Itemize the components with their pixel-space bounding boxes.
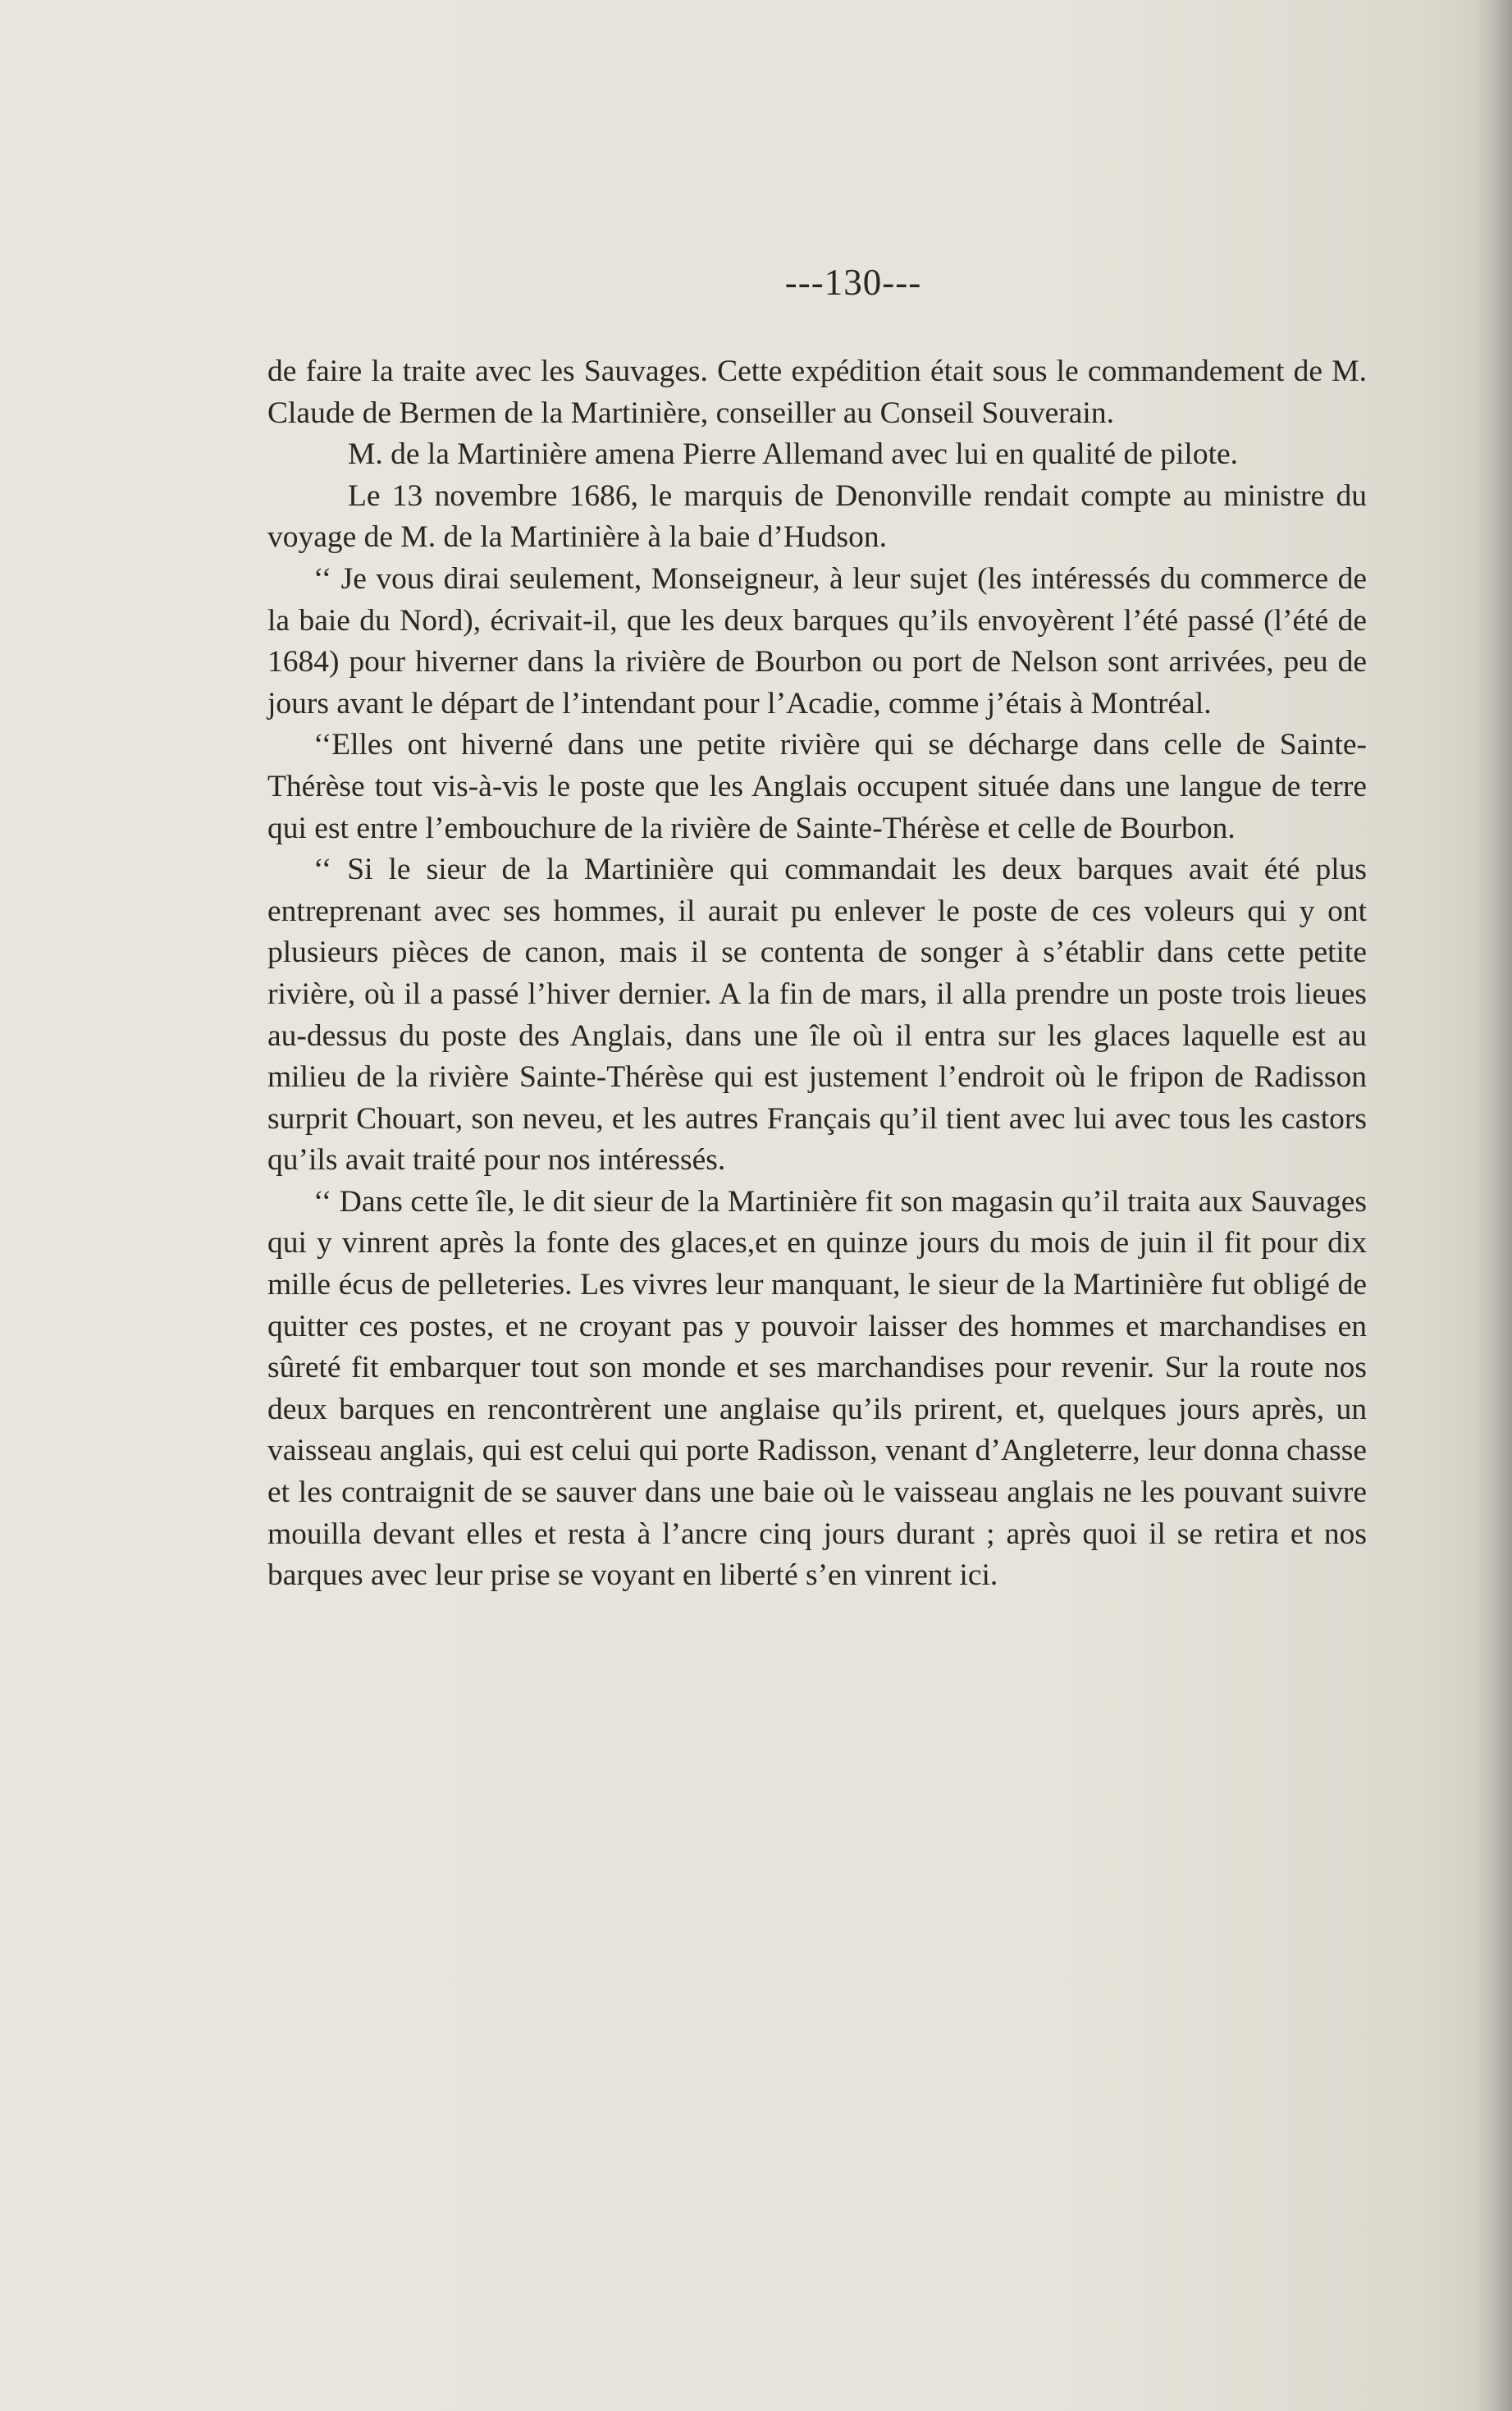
spine-shadow — [1474, 0, 1512, 2411]
paragraph-quote: ‘‘ Si le sieur de la Martinière qui commandait les deux barques avait été plus entreprenant avec ses hommes, il aurait pu enlever le poste de ces voleurs qui y ont plusieurs pièces de canon, mais il se contenta de songer à s’établir dans cette petite rivière, où il a passé l’hiver dernier. A la fin de mars, il alla prendre un poste trois lieues au-dessus du poste des Anglais, dans une île où il entra sur les glaces laquelle est au milieu de la rivière Sainte-Thérèse qui est justement l’endroit où le fripon de Radisson surprit Chouart, son neveu, et les autres Français qu’il tient avec lui avec tous les castors qu’ils avait traité pour nos intéressés. — [267, 853, 1367, 1178]
paragraph: de faire la traite avec les Sauvages. Cette expédition était sous le commandement de M. Claude de Bermen de la Martinière, conseiller au Conseil Souverain. — [267, 355, 1367, 430]
paragraph: Le 13 novembre 1686, le marquis de Denonville rendait compte au ministre du voyage de M. de la Martinière à la baie d’Hudson. — [267, 478, 1367, 555]
page-number: ---130--- — [784, 262, 922, 303]
paragraph-quote: ‘‘ Dans cette île, le dit sieur de la Martinière fit son magasin qu’il traita aux Sauvages qui y vinrent après la fonte des glaces,et en quinze jours du mois de juin il fit pour dix mille écus de pelleteries. Les vivres leur manquant, le sieur de la Martinière fut obligé de quitter ces postes, et ne croyant pas y pouvoir laisser des hommes et marchandises en sûreté fit embarquer tout son monde et ses marchandises pour revenir. Sur la route nos deux barques en rencontrèrent une anglaise qu’ils prirent, et, quelques jours après, un vaisseau anglais, qui est celui qui porte Radisson, venant d’Angleterre, leur donna chasse et les contraignit de se sauver dans une baie où le vaisseau anglais ne les pouvant suivre mouilla devant elles et resta à l’ancre cinq jours durant ; après quoi il se retira et nos barques avec leur prise se voyant en liberté s’en vinrent ici. — [267, 1184, 1367, 1593]
paragraph: M. de la Martinière amena Pierre Allemand avec lui en qualité de pilote. — [348, 437, 1239, 472]
paragraph-quote: ‘‘Elles ont hiverné dans une petite rivière qui se décharge dans celle de Sainte-Thérèse tout vis-à-vis le poste que les Anglais occupent située dans une langue de terre qui est entre l’embouchure de la rivière de Sainte-Thérèse et celle de Bourbon. — [267, 728, 1367, 845]
paragraph-quote: ‘‘ Je vous dirai seulement, Monseigneur, à leur sujet (les intéressés du commerce de la baie du Nord), écrivait-il, que les deux barques qu’ils envoyèrent l’été passé (l’été de 1684) pour hiverner dans la rivière de Bourbon ou port de Nelson sont arrivées, peu de jours avant le départ de l’intendant pour l’Acadie, comme j’étais à Montréal. — [267, 561, 1367, 721]
body-text — [267, 351, 1367, 1597]
